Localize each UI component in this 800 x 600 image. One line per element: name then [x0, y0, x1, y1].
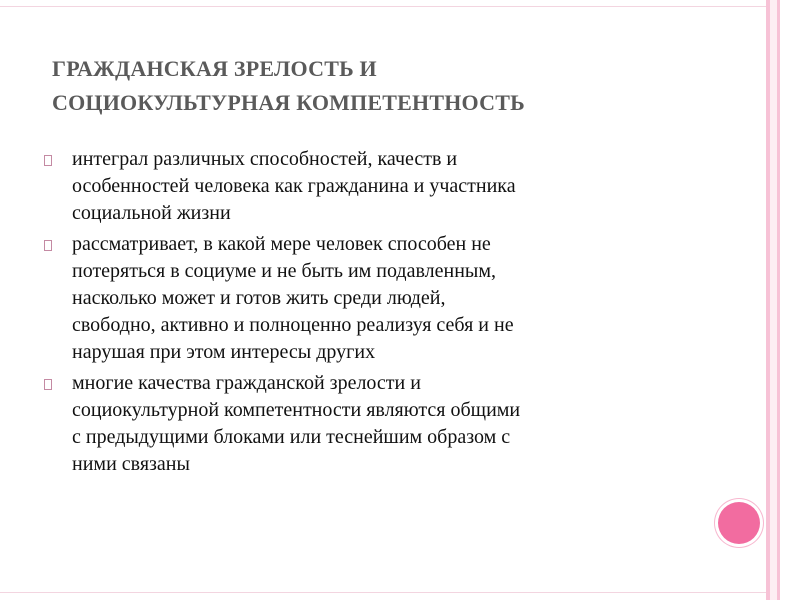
slide-title [52, 52, 752, 120]
bullet-1-line-2: особенностей человека как гражданина и участника [72, 175, 516, 197]
bullet-list [42, 146, 702, 482]
bottom-rule [0, 592, 766, 593]
slide-title-line-2: СОЦИОКУЛЬТУРНАЯ КОМПЕТЕНТНОСТЬ [52, 90, 525, 115]
bullet-1-line-3: социальной жизни [72, 202, 231, 224]
bullet-2-line-5: нарушая при этом интересы других [72, 341, 376, 363]
bullet-3-line-1: многие качества гражданской зрелости и [72, 372, 421, 394]
square-outline-bullet-icon [44, 379, 52, 390]
bullet-3-line-3: с предыдущими блоками или теснейшим образом с [72, 426, 511, 448]
bullet-item-1 [42, 146, 702, 227]
bullet-text-2 [72, 231, 702, 366]
bullet-3-line-2: социокультурной компетентности являются общими [72, 399, 521, 421]
bullet-1-line-1: интеграл различных способностей, качеств и [72, 148, 458, 170]
pink-circle-icon [718, 502, 760, 544]
square-outline-bullet-icon [44, 240, 52, 251]
slide-title-line-1: ГРАЖДАНСКАЯ ЗРЕЛОСТЬ И [52, 56, 377, 81]
top-rule [0, 6, 766, 7]
right-border-fill [770, 0, 777, 600]
bullet-item-2 [42, 231, 702, 366]
bullet-3-line-4: ними связаны [72, 453, 190, 475]
bullet-2-line-2: потеряться в социуме и не быть им подавленным, [72, 260, 497, 282]
bullet-2-line-1: рассматривает, в какой мере человек способен не [72, 233, 491, 255]
square-outline-bullet-icon [44, 155, 52, 166]
right-border-inner [777, 0, 780, 600]
bullet-text-3 [72, 370, 702, 478]
bullet-text-1 [72, 146, 702, 227]
bullet-item-3 [42, 370, 702, 478]
bullet-2-line-4: свободно, активно и полноценно реализуя себя и не [72, 314, 514, 336]
bullet-2-line-3: насколько может и готов жить среди людей, [72, 287, 446, 309]
